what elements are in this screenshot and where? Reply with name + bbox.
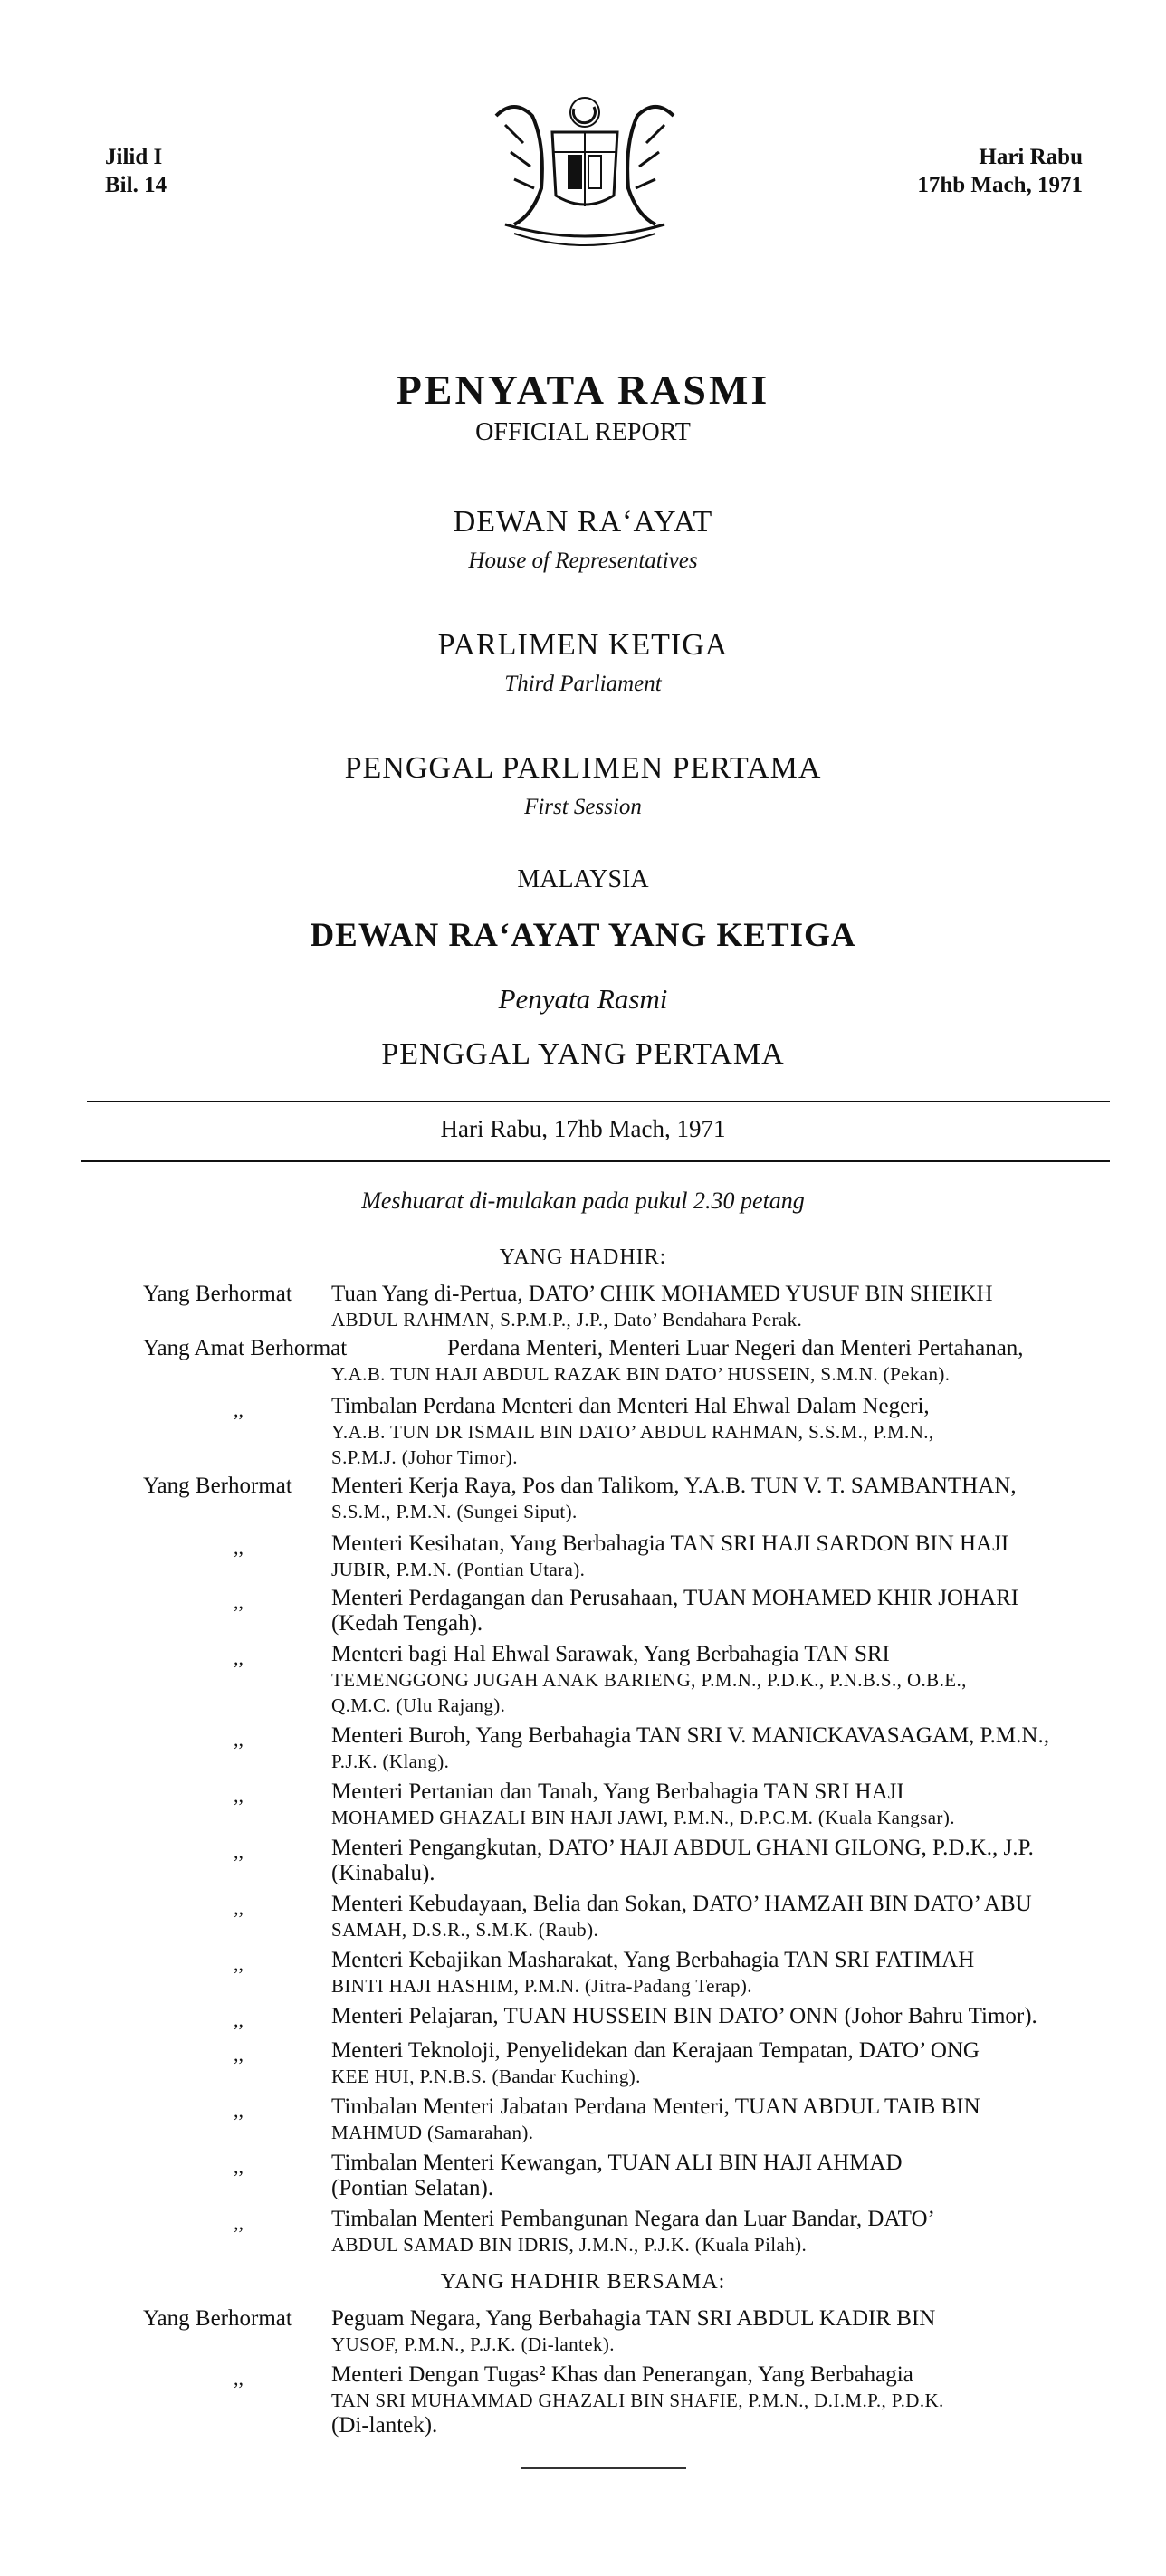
report-title-en: OFFICIAL REPORT xyxy=(475,418,691,446)
member-entry: Peguam Negara, Yang Berbahagia TAN SRI ABDUL KADIR BIN YUSOF, P.M.N., P.J.K. (Di-lantek). xyxy=(331,2306,936,2355)
sitting-day: Hari Rabu xyxy=(979,145,1083,169)
member-entry: Tuan Yang di-Pertua, DATO’ CHIK MOHAMED YUSUF BIN SHEIKH ABDUL RAHMAN, S.P.M.P., J.P., Dato’ Bendahara Perak. xyxy=(331,1282,993,1331)
ditto-mark: ,, xyxy=(234,1840,244,1863)
ditto-mark: ,, xyxy=(234,1896,244,1919)
country-title: MALAYSIA xyxy=(517,865,649,893)
ditto-mark: ,, xyxy=(234,2367,244,2390)
sitting-date-text: 17hb Mach, 1971 xyxy=(917,173,1083,197)
ditto-mark: ,, xyxy=(234,2155,244,2178)
member-entry: Menteri Kerja Raya, Pos dan Talikom, Y.A.B. TUN V. T. SAMBANTHAN, S.S.M., P.M.N. (Sungei Siput). xyxy=(331,1474,1017,1522)
member-entry: Timbalan Perdana Menteri dan Menteri Hal Ehwal Dalam Negeri, Y.A.B. TUN DR ISMAIL BIN DATO’ ABDUL RAHMAN, S.S.M., P.M.N., S.P.M.J. (Johor Timor). xyxy=(331,1394,934,1468)
member-entry: Menteri Kebajikan Masharakat, Yang Berbahagia TAN SRI FATIMAH BINTI HAJI HASHIM, P.M.N. (Jitra-Padang Terap). xyxy=(331,1948,975,1997)
present-heading: YANG HADHIR: xyxy=(499,1245,667,1269)
ditto-mark: ,, xyxy=(234,1536,244,1559)
parliament-title: PARLIMEN KETIGA xyxy=(437,628,729,662)
member-entry: Menteri Buroh, Yang Berbahagia TAN SRI V. MANICKAVASAGAM, P.M.N., P.J.K. (Klang). xyxy=(331,1723,1049,1772)
member-entry: Timbalan Menteri Pembangunan Negara dan Luar Bandar, DATO’ ABDUL SAMAD BIN IDRIS, J.M.N., P.J.K. (Kuala Pilah). xyxy=(331,2207,935,2256)
volume: Jilid I xyxy=(105,145,163,169)
ditto-mark: ,, xyxy=(234,2043,244,2066)
volume-issue xyxy=(105,143,167,199)
member-entry: Menteri Teknoloji, Penyelidekan dan Kerajaan Tempatan, DATO’ ONG KEE HUI, P.N.B.S. (Bandar Kuching). xyxy=(331,2038,980,2087)
report-title: PENYATA RASMI xyxy=(396,367,770,413)
ditto-mark: ,, xyxy=(234,1398,244,1421)
member-entry: Timbalan Menteri Kewangan, TUAN ALI BIN HAJI AHMAD (Pontian Selatan). xyxy=(331,2151,903,2200)
member-entry: Menteri bagi Hal Ehwal Sarawak, Yang Berbahagia TAN SRI TEMENGGONG JUGAH ANAK BARIENG, P.M.N., P.D.K., P.N.B.S., O.B.E., Q.M.C. (Ulu Rajang). xyxy=(331,1642,967,1716)
ditto-mark: ,, xyxy=(234,1590,244,1613)
member-entry: Perdana Menteri, Menteri Luar Negeri dan Menteri Pertahanan, xyxy=(447,1336,1024,1360)
session-title: PENGGAL PARLIMEN PERTAMA xyxy=(344,751,822,785)
report-subtitle: Penyata Rasmi xyxy=(498,983,668,1015)
member-entry-cont: Y.A.B. TUN HAJI ABDUL RAZAK BIN DATO’ HUSSEIN, S.M.N. (Pekan). xyxy=(331,1363,951,1385)
ditto-mark: ,, xyxy=(234,1646,244,1669)
member-label: Yang Berhormat xyxy=(143,1474,292,1498)
member-entry: Menteri Dengan Tugas² Khas dan Penerangan, Yang Berbahagia TAN SRI MUHAMMAD GHAZALI BIN SHAFIE, P.M.N., D.I.M.P., P.D.K. (Di-lantek). xyxy=(331,2362,944,2438)
ditto-mark: ,, xyxy=(234,2211,244,2234)
divider-bottom xyxy=(81,1160,1110,1162)
member-entry: Menteri Pelajaran, TUAN HUSSEIN BIN DATO’ ONN (Johor Bahru Timor). xyxy=(331,2004,1037,2028)
sitting-date xyxy=(917,143,1083,199)
session-full-title: PENGGAL YANG PERTAMA xyxy=(381,1037,785,1071)
coat-of-arms-icon xyxy=(478,89,692,248)
issue: Bil. 14 xyxy=(105,173,167,197)
member-entry: Menteri Pertanian dan Tanah, Yang Berbahagia TAN SRI HAJI MOHAMED GHAZALI BIN HAJI JAWI, P.M.N., D.P.C.M. (Kuala Kangsar). xyxy=(331,1779,955,1828)
opening-time: Meshuarat di-mulakan pada pukul 2.30 petang xyxy=(361,1188,805,1214)
also-present-heading: YANG HADHIR BERSAMA: xyxy=(440,2270,726,2294)
house-full-title: DEWAN RA‘AYAT YANG KETIGA xyxy=(310,917,856,954)
date-line: Hari Rabu, 17hb Mach, 1971 xyxy=(440,1115,726,1142)
house-title: DEWAN RA‘AYAT xyxy=(453,505,713,539)
member-entry: Menteri Kesihatan, Yang Berbahagia TAN SRI HAJI SARDON BIN HAJI JUBIR, P.M.N. (Pontian Utara). xyxy=(331,1531,1009,1580)
house-title-en: House of Representatives xyxy=(468,549,698,573)
ditto-mark: ,, xyxy=(234,2099,244,2122)
parliament-title-en: Third Parliament xyxy=(504,672,662,696)
ditto-mark: ,, xyxy=(234,1728,244,1751)
divider-top xyxy=(87,1101,1110,1102)
member-entry: Menteri Kebudayaan, Belia dan Sokan, DATO’ HAMZAH BIN DATO’ ABU SAMAH, D.S.R., S.M.K. (Raub). xyxy=(331,1892,1032,1941)
ditto-mark: ,, xyxy=(234,1784,244,1807)
ditto-mark: ,, xyxy=(234,2008,244,2031)
session-title-en: First Session xyxy=(524,795,642,819)
member-entry: Menteri Pengangkutan, DATO’ HAJI ABDUL GHANI GILONG, P.D.K., J.P. (Kinabalu). xyxy=(331,1836,1034,1885)
member-entry: Menteri Perdagangan dan Perusahaan, TUAN MOHAMED KHIR JOHARI (Kedah Tengah). xyxy=(331,1586,1019,1636)
member-label: Yang Berhormat xyxy=(143,1282,292,1306)
member-entry: Timbalan Menteri Jabatan Perdana Menteri, TUAN ABDUL TAIB BIN MAHMUD (Samarahan). xyxy=(331,2094,980,2143)
ditto-mark: ,, xyxy=(234,1952,244,1975)
member-label: Yang Berhormat xyxy=(143,2306,292,2331)
member-label: Yang Amat Berhormat xyxy=(143,1336,348,1360)
end-rule xyxy=(521,2467,686,2469)
